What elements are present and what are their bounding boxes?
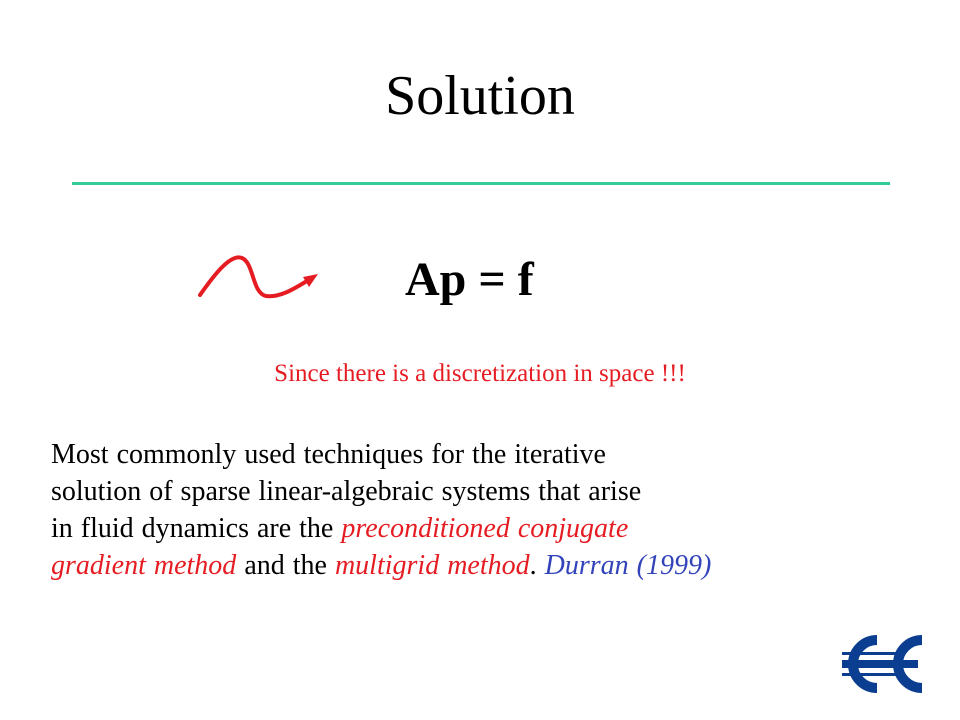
paragraph-line-1: Most commonly used techniques for the iterative — [51, 439, 606, 470]
squiggle-arrow-icon — [190, 238, 330, 302]
paragraph-line-4 — [51, 547, 941, 584]
paragraph-text: and the — [236, 550, 335, 581]
equation: Ap = f — [405, 253, 534, 306]
emphasis-multigrid-method: multigrid method — [334, 550, 530, 581]
ecmwf-logo-icon — [830, 628, 930, 700]
paragraph-line-2: solution of sparse linear-algebraic systems that arise — [51, 476, 642, 507]
title-divider — [72, 182, 890, 185]
citation: Durran (1999) — [544, 550, 712, 581]
paragraph-text: in fluid dynamics are the — [51, 513, 342, 544]
body-paragraph — [51, 436, 941, 584]
paragraph-text: . — [529, 550, 545, 581]
emphasis-gradient-method: gradient method — [51, 550, 237, 581]
discretization-note: Since there is a discretization in space !!! — [274, 360, 686, 387]
paragraph-line-3 — [51, 510, 941, 547]
slide-title: Solution — [385, 65, 575, 127]
emphasis-preconditioned: preconditioned conjugate — [341, 513, 629, 544]
